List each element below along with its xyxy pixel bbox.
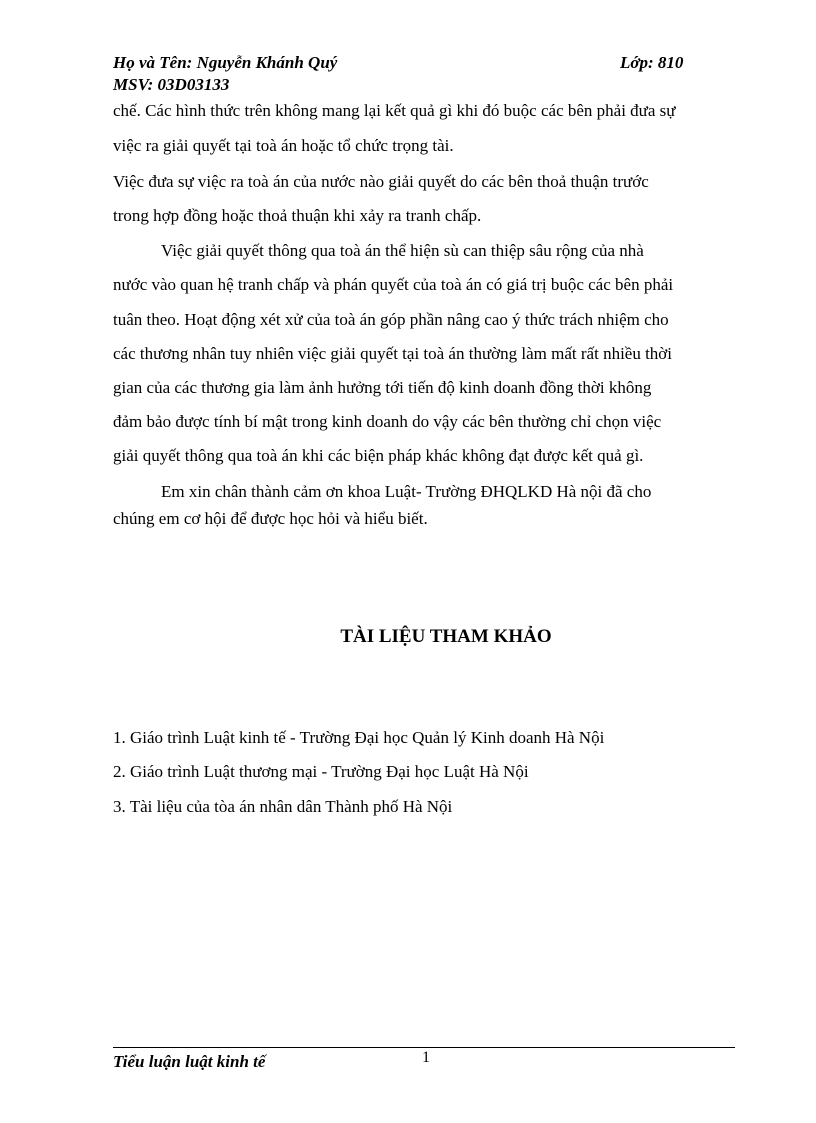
class-label: Lớp: 810 — [620, 53, 684, 72]
student-id: MSV: 03D03133 — [113, 75, 230, 94]
footer-divider — [113, 1047, 735, 1048]
footer-title: Tiểu luận luật kinh tế — [113, 1052, 266, 1071]
body-line: gian của các thương gia làm ảnh hưởng tới tiến độ kinh doanh đồng thời không — [113, 378, 652, 397]
page-number: 1 — [422, 1049, 430, 1066]
body-line: Em xin chân thành cảm ơn khoa Luật- Trường ĐHQLKD Hà nội đã cho — [161, 482, 652, 501]
body-line: Việc đưa sự việc ra toà án của nước nào giải quyết do các bên thoả thuận trước — [113, 172, 649, 191]
body-line: chế. Các hình thức trên không mang lại kết quả gì khi đó buộc các bên phải đưa sự — [113, 101, 676, 120]
student-name: Họ và Tên: Nguyễn Khánh Quý — [113, 53, 338, 72]
body-line: tuân theo. Hoạt động xét xử của toà án góp phần nâng cao ý thức trách nhiệm cho — [113, 310, 669, 329]
body-line: việc ra giải quyết tại toà án hoặc tổ chức trọng tài. — [113, 136, 454, 155]
body-line: trong hợp đồng hoặc thoả thuận khi xảy ra tranh chấp. — [113, 206, 482, 225]
body-line: các thương nhân tuy nhiên việc giải quyết tại toà án thường làm mất rất nhiều thời — [113, 344, 673, 363]
reference-item: 2. Giáo trình Luật thương mại - Trường Đại học Luật Hà Nội — [113, 762, 529, 781]
body-line: chúng em cơ hội để được học hỏi và hiểu biết. — [113, 509, 428, 528]
reference-item: 1. Giáo trình Luật kinh tế - Trường Đại học Quản lý Kinh doanh Hà Nội — [113, 728, 605, 747]
body-line: đảm bảo được tính bí mật trong kinh doanh do vậy các bên thường chỉ chọn việc — [113, 412, 662, 431]
body-line: giải quyết thông qua toà án khi các biện pháp khác không đạt được kết quả gì. — [113, 446, 644, 465]
references-title: TÀI LIỆU THAM KHẢO — [340, 626, 552, 647]
body-line: nước vào quan hệ tranh chấp và phán quyết của toà án có giá trị buộc các bên phải — [113, 275, 674, 294]
reference-item: 3. Tài liệu của tòa án nhân dân Thành phố Hà Nội — [113, 797, 453, 816]
body-line: Việc giải quyết thông qua toà án thể hiện sù can thiệp sâu rộng của nhà — [161, 241, 644, 260]
